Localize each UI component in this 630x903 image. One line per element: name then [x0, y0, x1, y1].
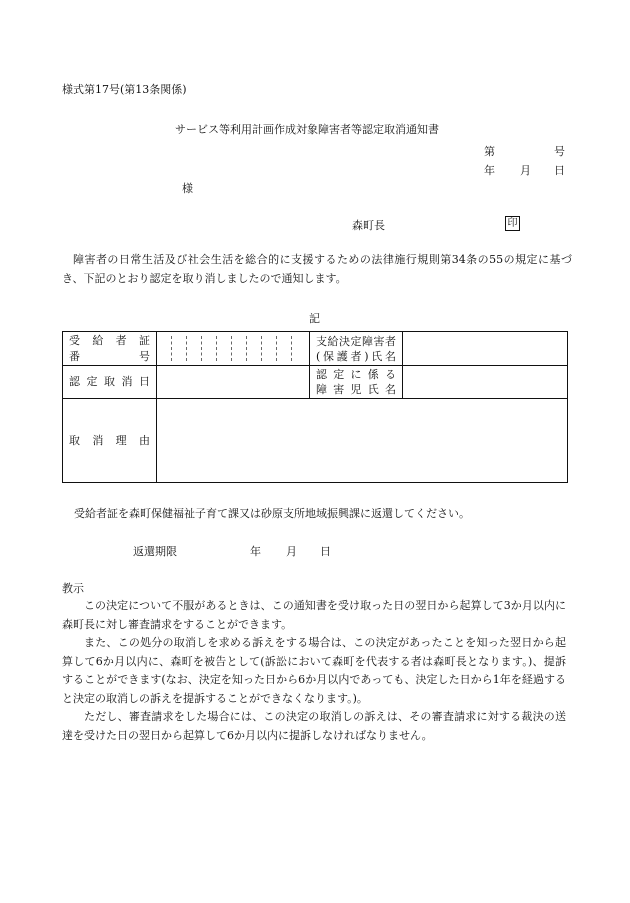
notice-paragraph: ただし、審査請求をした場合には、この決定の取消しの訴えは、その審査請求に対する裁決の送達を受けた日の翌日から起算して6か月以内に提訴しなければなりません。 [62, 710, 566, 742]
notice-heading: 教示 [62, 582, 84, 595]
cancel-date-label: 認定取消日 [63, 366, 157, 399]
guardian-name-label: 支給決定障害者 (保護者)氏名 [310, 332, 403, 366]
table-row [63, 399, 568, 483]
guardian-name-value [403, 332, 568, 366]
reason-label: 取消理由 [63, 399, 157, 483]
child-name-value [403, 366, 568, 399]
date-month: 月 [520, 164, 531, 177]
doc-number-label: 第 [484, 145, 495, 158]
deadline-day: 日 [320, 545, 331, 558]
issue-date [484, 162, 565, 178]
notice-body [62, 597, 566, 745]
details-table [62, 331, 568, 483]
deadline-label: 返還期限 [133, 545, 177, 558]
date-day: 日 [554, 164, 565, 177]
table-row [63, 332, 568, 366]
seal-mark: 印 [505, 216, 520, 231]
cert-number-label: 受給者証 番号 [63, 332, 157, 366]
doc-number-suffix: 号 [554, 145, 565, 158]
cert-number-boxes [157, 332, 310, 366]
return-instruction: 受給者証を森町保健福祉子育て課又は砂原支所地域振興課に返還してください。 [74, 507, 470, 520]
ki-heading: 記 [309, 312, 320, 325]
deadline-year: 年 [250, 545, 261, 558]
issuer-name: 森町長 [352, 219, 385, 232]
document-title: サービス等利用計画作成対象障害者等認定取消通知書 [175, 123, 439, 136]
body-paragraph: 障害者の日常生活及び社会生活を総合的に支援するための法律施行規則第34条の55の規定に基づき、下記のとおり認定を取り消しましたので通知します。 [62, 253, 572, 285]
cancel-date-value [157, 366, 310, 399]
child-name-label: 認定に係る 障害児氏名 [310, 366, 403, 399]
table-row [63, 366, 568, 399]
recipient-suffix: 様 [182, 182, 193, 195]
notice-paragraph: この決定について不服があるときは、この通知書を受け取った日の翌日から起算して3か月以内に森町長に対し審査請求をすることができます。 [62, 599, 566, 631]
deadline-month: 月 [286, 545, 297, 558]
form-number: 様式第17号(第13条関係) [62, 83, 187, 96]
reason-value [157, 399, 568, 483]
notice-paragraph: また、この処分の取消しを求める訴えをする場合は、この決定があったことを知った翌日から起算して6か月以内に、森町を被告として(訴訟において森町を代表する者は森町長となります。)、提訴することができます(なお、決定を知った日から6か月以内であっても、決定した日から1年を経過すると決定の取消しの訴えを提訴することができなくなります。)。 [62, 636, 566, 705]
date-year: 年 [484, 164, 495, 177]
